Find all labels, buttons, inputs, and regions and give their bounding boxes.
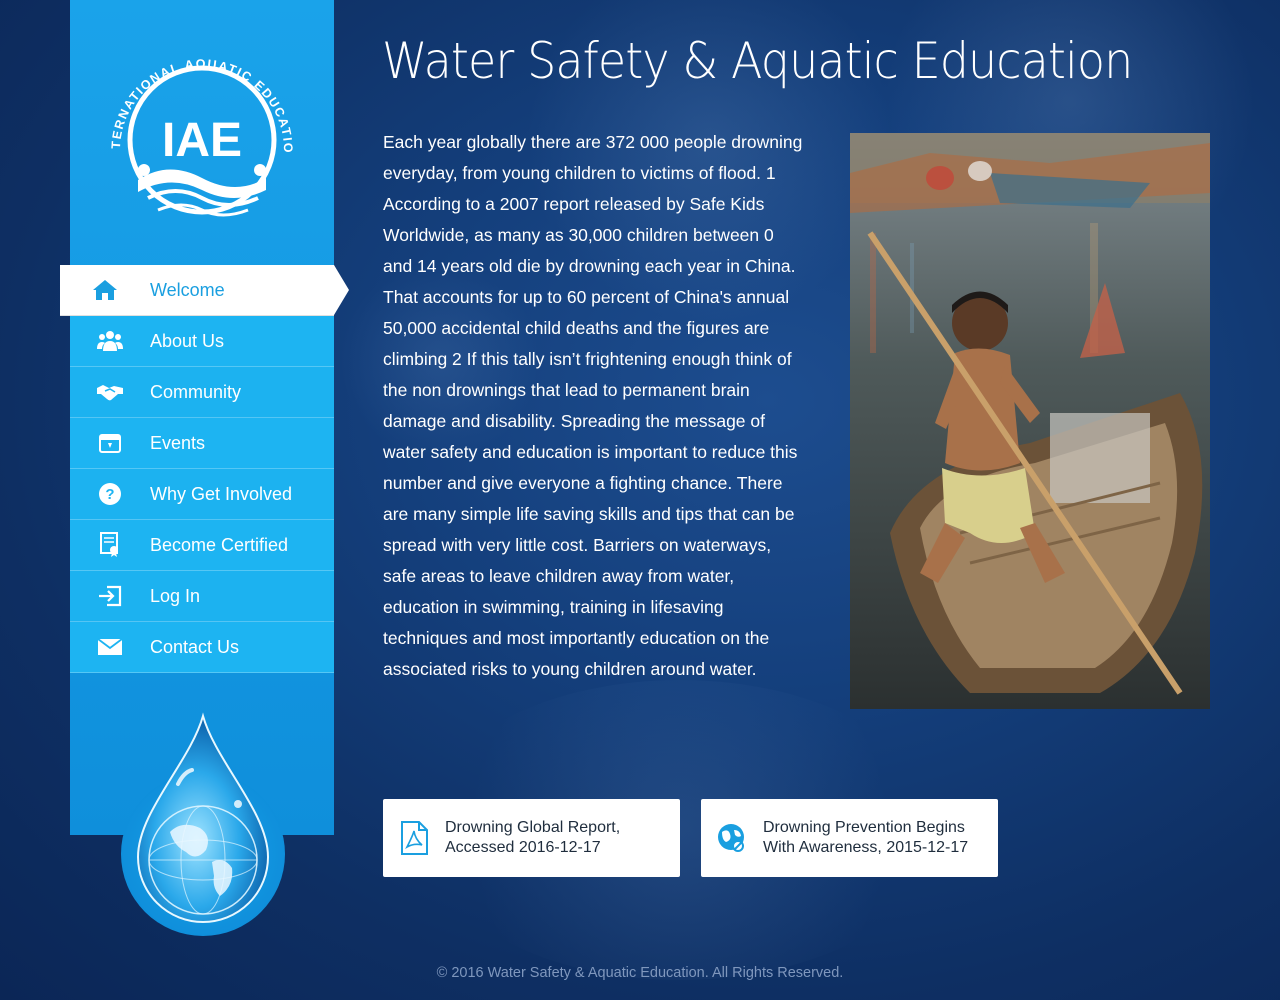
footer-copyright: © 2016 Water Safety & Aquatic Education. All Rights Reserved. (436, 965, 844, 981)
resource-card-prevention[interactable] (701, 799, 998, 877)
handshake-icon (70, 382, 150, 402)
resource-card-global-report[interactable] (383, 799, 680, 877)
svg-text:?: ? (105, 486, 115, 503)
nav-label: Events (150, 432, 206, 453)
nav-label: Log In (150, 585, 201, 606)
water-drop-globe-icon (120, 712, 286, 937)
logo-abbr: IAE (161, 114, 243, 167)
nav-item-events[interactable] (70, 418, 334, 469)
nav-item-contact-us[interactable] (70, 622, 334, 673)
envelope-icon (70, 638, 150, 656)
page-title: Water Safety & Aquatic Education (382, 32, 1133, 90)
logo-ring-text: TERNATIONAL AQUATIC EDUCATIO (108, 56, 296, 155)
nav-label: Welcome (150, 279, 225, 300)
main-nav (70, 265, 334, 673)
users-icon (70, 330, 150, 352)
intro-paragraph: Each year globally there are 372 000 people drowning everyday, from young children to victims of flood. 1 According to a 2007 report released by Safe Kids Worldwide, as many as 30,000 children between 0 and 14 years old die by drowning each year in China. That accounts for up to 60 percent of China's annual 50,000 accidental child deaths and the figures are climbing 2 If this tally isn’t frightening enough think of the non drownings that lead to permanent brain damage and disability. Spreading the message of water safety and education is important to reduce this number and give everyone a fighting chance. There are many simple life saving skills and tips that can be spread with very little cost. Barriers on waterways, safe areas to leave children away from water, education in swimming, training in lifesaving techniques and most importantly education on the associated risks to young children around water. (383, 132, 803, 679)
resource-card-line: With Awareness, 2015-12-17 (763, 839, 969, 856)
pdf-icon (383, 821, 445, 855)
nav-label: Contact Us (150, 636, 240, 657)
nav-label: Why Get Involved (150, 483, 293, 504)
resource-card-text (445, 818, 620, 858)
resource-card-text (763, 818, 968, 858)
question-icon (70, 482, 150, 506)
resource-card-line: Drowning Prevention Begins (763, 819, 965, 836)
nav-item-community[interactable] (70, 367, 334, 418)
nav-item-log-in[interactable] (70, 571, 334, 622)
nav-item-about-us[interactable] (70, 316, 334, 367)
login-icon (70, 585, 150, 607)
resource-card-line: Drowning Global Report, (445, 819, 621, 836)
boy-in-boat-photo (850, 133, 1210, 709)
nav-label: Community (150, 381, 242, 402)
nav-label: About Us (150, 330, 225, 351)
iae-logo[interactable] (98, 30, 306, 238)
nav-item-why-get-involved[interactable] (70, 469, 334, 520)
resource-card-line: Accessed 2016-12-17 (445, 839, 601, 856)
certificate-icon (70, 532, 150, 558)
nav-label: Become Certified (150, 534, 289, 555)
nav-item-welcome[interactable] (60, 265, 334, 316)
nav-item-become-certified[interactable] (70, 520, 334, 571)
home-icon (60, 278, 150, 302)
globe-link-icon (701, 822, 763, 854)
calendar-icon (70, 433, 150, 453)
